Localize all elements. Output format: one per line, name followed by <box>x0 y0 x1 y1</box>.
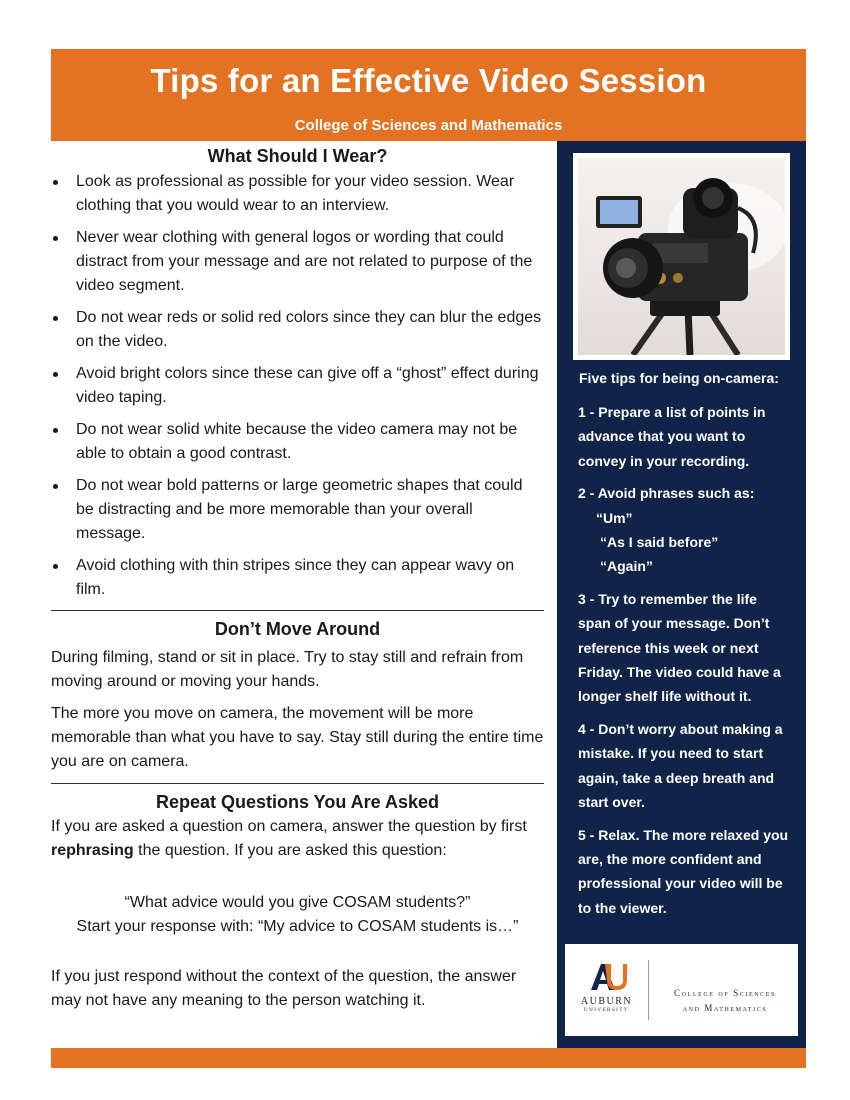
repeat-paragraph-1: If you are asked a question on camera, answer the question by first rephrasing the question. If you are asked this question: <box>51 818 527 859</box>
page-subtitle: College of Sciences and Mathematics <box>294 117 563 134</box>
tips-list <box>578 366 793 928</box>
list-item: Avoid bright colors since these can give off a “ghost” effect during video taping. <box>51 362 544 410</box>
page-footer-bar <box>51 1048 806 1068</box>
phrase-item: “Um” <box>596 509 633 526</box>
phrase-item: “Again” <box>600 558 653 575</box>
camera-photo <box>578 158 785 355</box>
bullet-icon <box>53 372 58 377</box>
repeat-section-title: Repeat Questions You Are Asked <box>155 792 440 812</box>
tip-2: 2 - Avoid phrases such as: <box>578 485 755 502</box>
tip-5: 5 - Relax. The more relaxed you are, the more confident and professional your video will be to the viewer. <box>578 826 789 916</box>
college-wordmark: College of Sciences and Mathematics <box>674 988 776 1013</box>
list-item: Never wear clothing with general logos or wording that could distract from your message and are not related to purpose of the video segment. <box>51 226 544 298</box>
move-paragraph-1: During filming, stand or sit in place. Try to stay still and refrain from moving around or moving your hands. <box>51 649 524 690</box>
section-divider <box>51 783 544 784</box>
emphasis-text: rephrasing <box>51 842 134 859</box>
wear-section-title: What Should I Wear? <box>207 146 388 166</box>
au-monogram-icon <box>587 962 627 992</box>
list-item: Look as professional as possible for your video session. Wear clothing that you would wear to an interview. <box>51 170 544 218</box>
page-title: Tips for an Effective Video Session <box>150 62 707 99</box>
bullet-icon <box>53 484 58 489</box>
bullet-icon <box>53 428 58 433</box>
tips-heading: Five tips for being on-camera: <box>579 370 779 386</box>
bullet-icon <box>53 564 58 569</box>
move-section-title: Don’t Move Around <box>214 619 381 639</box>
phrase-item: “As I said before” <box>600 534 719 551</box>
bullet-icon <box>53 180 58 185</box>
repeat-paragraph-2: If you just respond without the context of the question, the answer may not have any meaning to the person watching it. <box>51 968 517 1009</box>
list-item: Do not wear solid white because the video camera may not be able to obtain a good contrast. <box>51 418 544 466</box>
page-header <box>51 49 806 141</box>
list-item: Do not wear reds or solid red colors since they can blur the edges on the video. <box>51 306 544 354</box>
camera-photo-frame <box>573 153 790 360</box>
university-wordmark: UNIVERSITY <box>584 1008 629 1013</box>
auburn-wordmark: AUBURN <box>580 996 633 1007</box>
auburn-logo <box>565 944 798 1036</box>
move-paragraph-2: The more you move on camera, the movement will be more memorable than what you have to say. Stay still during the entire time you are on camera. <box>51 705 544 770</box>
tip-4: 4 - Don’t worry about making a mistake. If you need to start again, take a deep breath and start over. <box>578 720 783 811</box>
main-column <box>51 141 544 1013</box>
list-item: Do not wear bold patterns or large geometric shapes that could be distracting and be more memorable than your overall message. <box>51 474 544 546</box>
example-response: Start your response with: “My advice to COSAM students is…” <box>76 918 519 935</box>
video-camera-icon <box>578 158 785 355</box>
bullet-icon <box>53 316 58 321</box>
tip-3: 3 - Try to remember the life span of your message. Don’t reference this week or next Friday. The video could have a longer shelf life without it. <box>578 590 781 705</box>
bullet-icon <box>53 236 58 241</box>
tips-sidebar <box>557 141 806 1048</box>
section-divider <box>51 610 544 611</box>
list-item: Avoid clothing with thin stripes since they can appear wavy on film. <box>51 554 544 602</box>
wear-list <box>51 170 544 602</box>
example-question: “What advice would you give COSAM students?” <box>124 894 471 911</box>
logo-divider <box>648 960 649 1020</box>
tip-1: 1 - Prepare a list of points in advance that you want to convey in your recording. <box>578 404 766 469</box>
